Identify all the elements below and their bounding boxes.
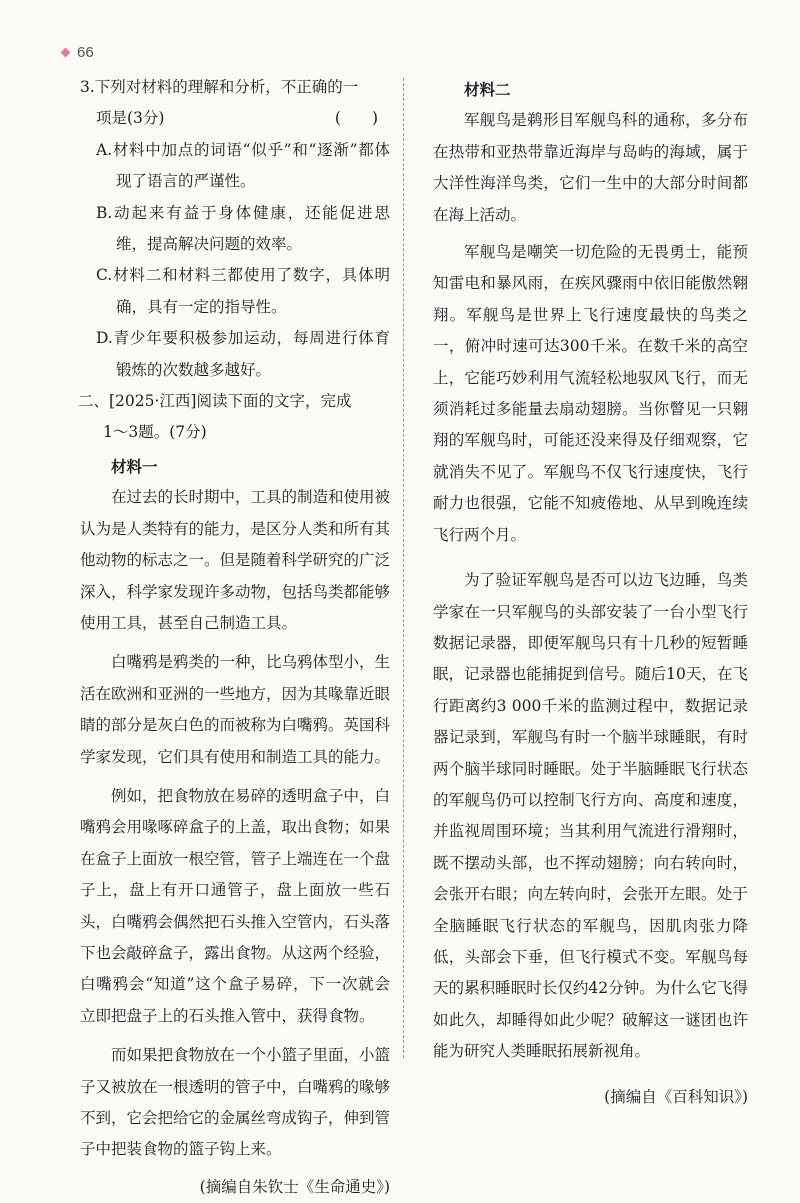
right-column [433,72,748,1113]
option-d[interactable]: D.青少年要积极参加运动，每周进行体育锻炼的次数越多越好。 [96,329,390,379]
page-number [62,44,94,61]
column-divider [403,78,404,1058]
material1-source: (摘编自朱钦士《生命通史》) [199,1177,390,1196]
option-a[interactable]: A.材料中加点的词语“似乎”和“逐渐”都体现了语言的严谨性。 [96,140,390,191]
section-title-line1: 二、[2025·江西]阅读下面的文字，完成 [78,392,352,411]
material1-paragraph: 例如，把食物放在易碎的透明盒子中，白嘴鸦会用喙啄碎盒子的上盖，取出食物；如果在盒子上面放一根空管，管子上端连在一个盘子上，盘上有开口通管子，盘上面放一些石头，白嘴鸦会偶然把石头推入空管内，石头落下也会敲碎盒子，露出食物。从这两个经验，白嘴鸦会“知道”这个盒子易碎，下一次就会立即把盘子上的石头推入管中，获得食物。 [80,786,391,1025]
section-title-line2: 1～3题。(7分) [103,423,207,442]
material2-paragraph: 为了验证军舰鸟是否可以边飞边睡，鸟类学家在一只军舰鸟的头部安装了一台小型飞行数据记录器，即便军舰鸟只有十几秒的短暂睡眠，记录器也能捕捉到信号。随后10天，在飞行距离约3 000千米的监测过程中，数据记录器记录到，军舰鸟有时一个脑半球睡眠，有时两个脑半球同时睡眠。处于半脑睡眠飞行状态的军舰鸟仍可以控制飞行方向、高度和速度，并监视周围环境；当其利用气流进行滑翔时，既不摆动头部，也不挥动翅膀；向右转向时，会张开右眼；向左转向时，会张开左眼。处于全脑睡眠飞行状态的军舰鸟，因肌肉张力降低，头部会下垂，但飞行模式不变。军舰鸟每天的累积睡眠时长仅约42分钟。为什么它飞得如此久，却睡得如此少呢？破解这一谜团也许能为研究人类睡眠拓展新视角。 [433,571,748,1061]
answer-bracket[interactable]: ( ) [334,109,378,128]
material1-paragraph: 而如果把食物放在一个小篮子里面，小篮子又被放在一根透明的管子中，白嘴鸦的喙够不到，它会把给它的金属丝弯成钩子，伸到管子中把装食物的篮子钩上来。 [80,1046,391,1159]
material1-paragraph: 白嘴鸦是鸦类的一种，比乌鸦体型小，生活在欧洲和亚洲的一些地方，因为其喙靠近眼睛的部分是灰白色的而被称为白嘴鸦。英国科学家发现，它们具有使用和制造工具的能力。 [80,653,391,766]
question-stem-line1: 3.下列对材料的理解和分析，不正确的一 [80,78,359,96]
option-b[interactable]: B.动起来有益于身体健康，还能促进思维，提高解决问题的效率。 [96,203,390,254]
material2-heading: 材料二 [464,80,511,99]
material2-paragraph: 军舰鸟是嘲笑一切危险的无畏勇士，能预知雷电和暴风雨，在疾风骤雨中依旧能傲然翱翔。军舰鸟是世界上飞行速度最快的鸟类之一，俯冲时速可达300千米。在数千米的高空上，它能巧妙利用气流轻松地驭风飞行，而无须消耗过多能量去扇动翅膀。当你瞥见一只翱翔的军舰鸟时，可能还没来得及仔细观察，它就消失不见了。军舰鸟不仅飞行速度快，飞行耐力也很强，它能不知疲倦地、从早到晚连续飞行两个月。 [433,243,748,544]
diamond-icon [61,48,71,58]
page-number-text: 66 [77,44,94,61]
material1-paragraph: 在过去的长时期中，工具的制造和使用被认为是人类特有的能力，是区分人类和所有其他动物的标志之一。但是随着科学研究的广泛深入，科学家发现许多动物，包括鸟类都能够使用工具，甚至自己制造工具。 [80,488,391,632]
material2-source: (摘编自《百科知识》) [604,1087,748,1106]
material2-paragraph: 军舰鸟是鹈形目军舰鸟科的通称，多分布在热带和亚热带靠近海岸与岛屿的海域，属于大洋性海洋鸟类，它们一生中的大部分时间都在海上活动。 [433,111,748,224]
option-c[interactable]: C.材料二和材料三都使用了数字，具体明确，具有一定的指导性。 [96,266,390,316]
question-stem-text: 项是(3分) [96,109,165,128]
question-stem-line2 [80,103,390,134]
left-column [80,72,390,1203]
question-3 [80,72,390,386]
material1-heading: 材料一 [111,456,158,476]
